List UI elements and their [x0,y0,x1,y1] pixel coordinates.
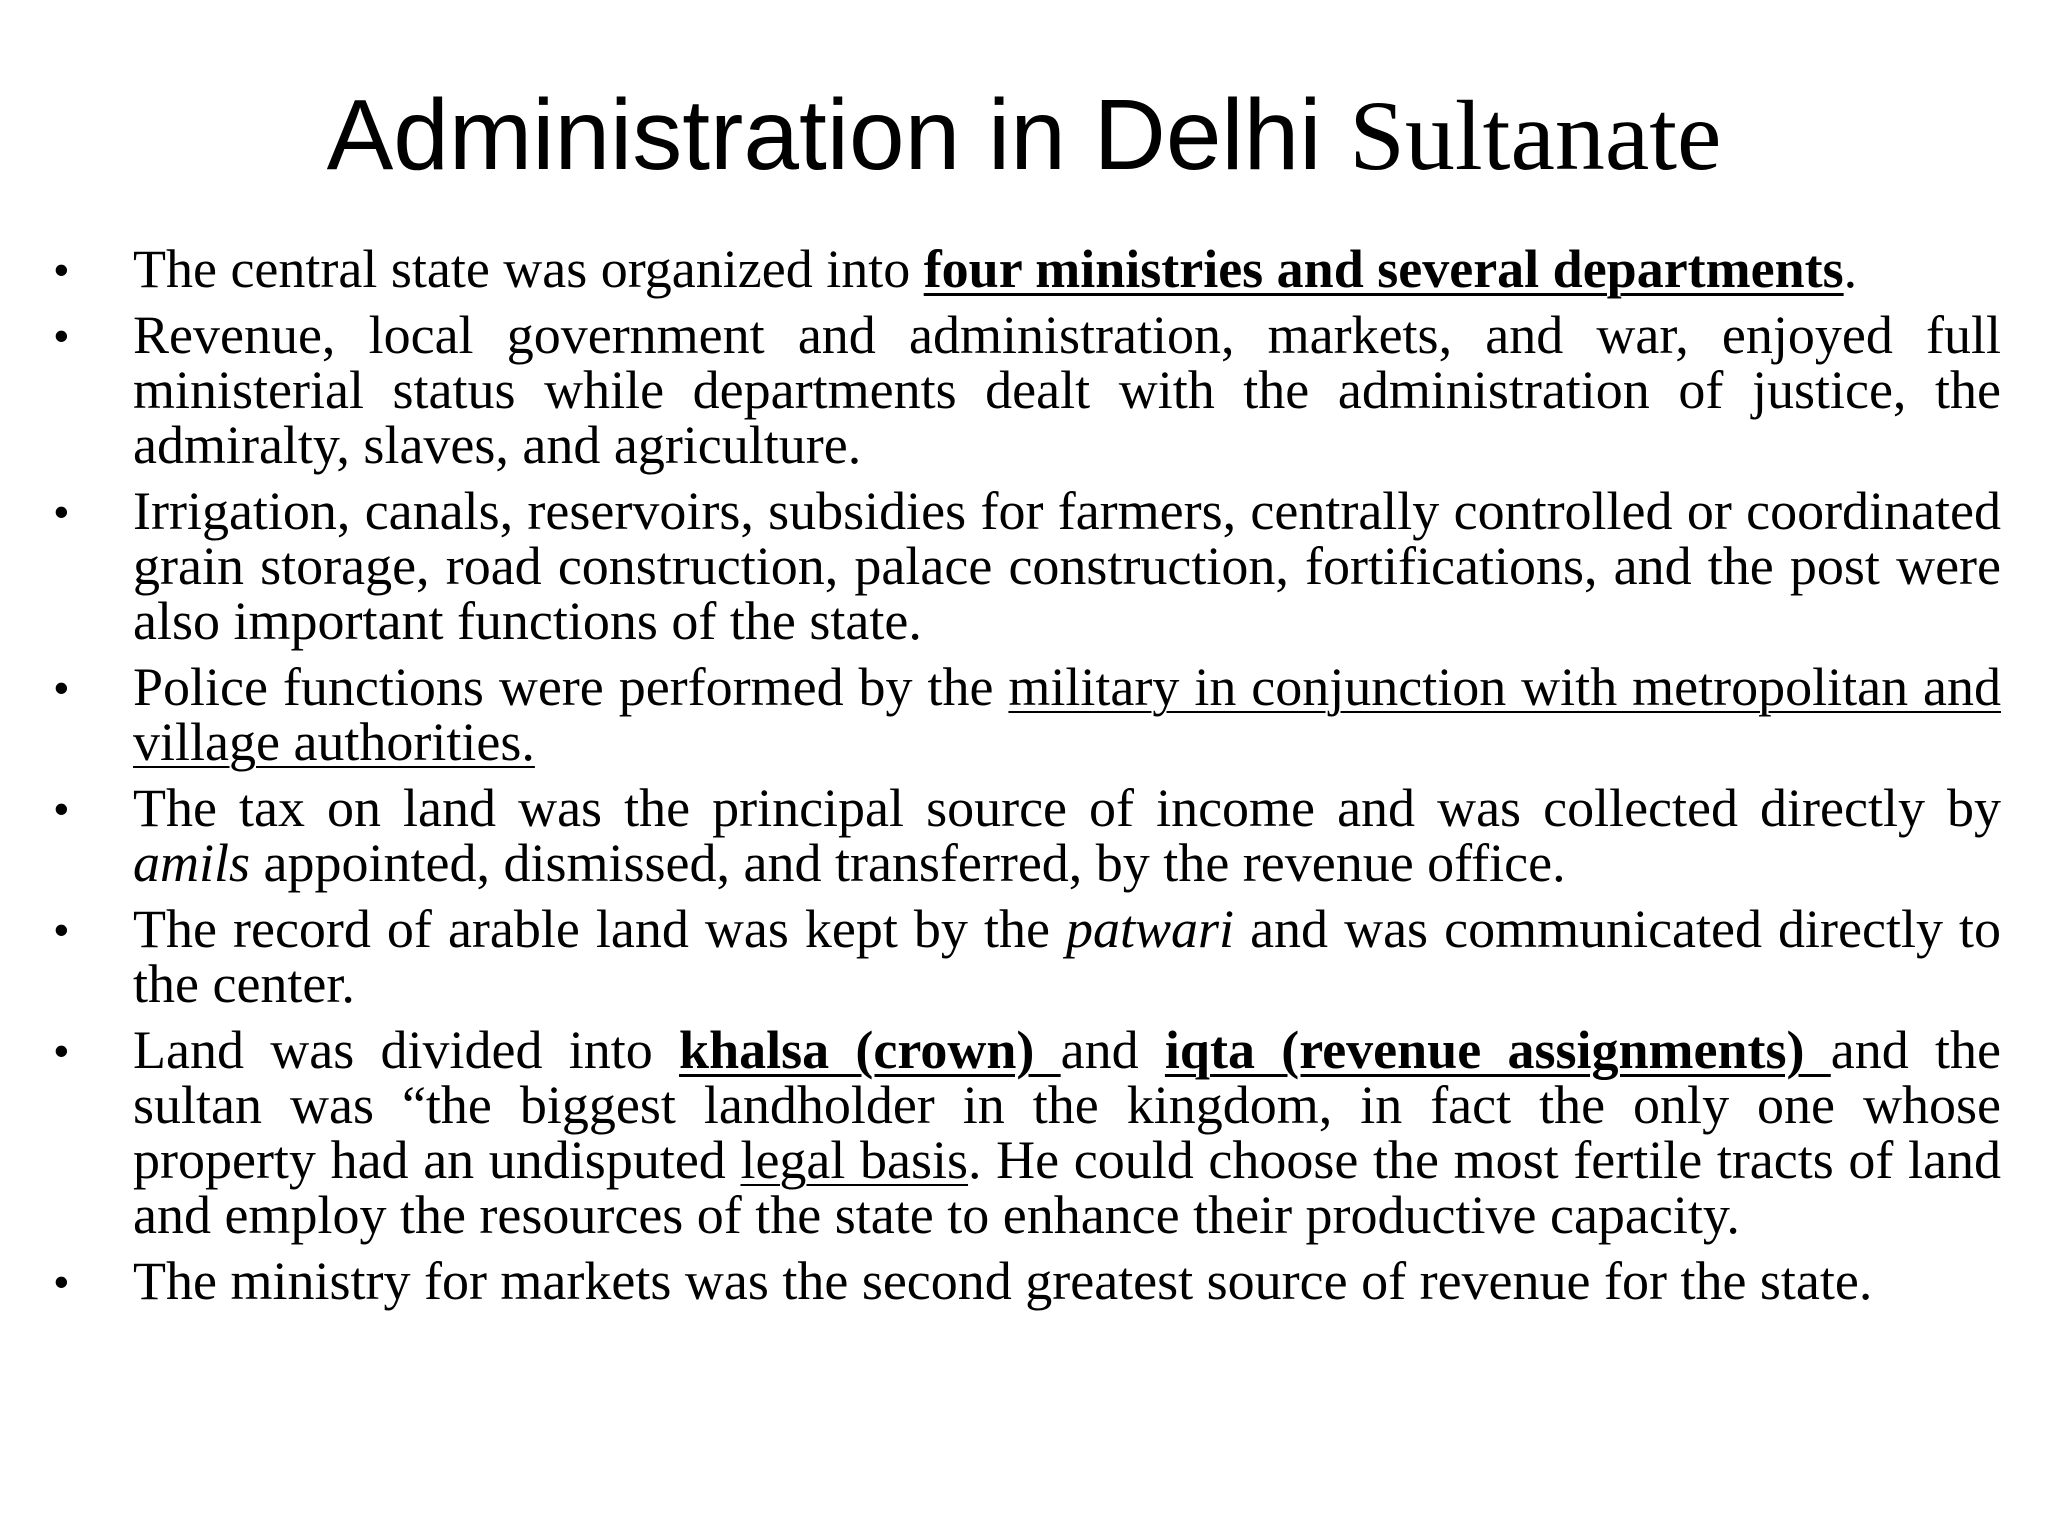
bullet-7-text-mid-1: and [1060,1020,1165,1080]
bullet-item-5 [0,778,2048,893]
bullet-marker: • [54,1027,69,1074]
bullet-item-8 [0,1251,2048,1311]
bullet-4-keyword: military in conjunction with metropolitan and village authorities. [133,657,2001,772]
bullet-marker: • [54,785,69,832]
bullet-1-text-end: . [1843,239,1858,299]
bullet-6-text-end: and was communicated directly to the center. [133,899,2001,1014]
bullet-5-text: The tax on land was the principal source of income and was collected directly by [133,778,2001,838]
bullet-1-text: The central state was organized into [133,239,924,299]
bullet-7-text-mid-2: and the sultan was “the biggest landholder in the kingdom, in fact the only one whose property had an undisputed [133,1020,2001,1190]
bullet-item-4 [0,657,2048,772]
bullet-marker: • [54,664,69,711]
bullet-5-text-end: appointed, dismissed, and transferred, by the revenue office. [250,833,1566,893]
slide-title [0,70,2048,201]
bullet-marker: • [54,906,69,953]
bullet-7-keyword-legal-basis: legal basis [740,1130,969,1190]
bullet-item-3 [0,481,2048,651]
slide-title-part-1: Administration in Delhi [326,79,1350,191]
bullet-item-6 [0,899,2048,1014]
bullet-7-text-end: . He could choose the most fertile tracts of land and employ the resources of the state to enhance their productive capacity. [133,1130,2001,1245]
bullet-6-keyword: patwari [1065,899,1235,959]
bullet-8-text: The ministry for markets was the second greatest source of revenue for the state. [133,1251,1873,1311]
bullet-list [0,239,2048,1320]
bullet-3-text: Irrigation, canals, reservoirs, subsidies for farmers, centrally controlled or coordinated grain storage, road construction, palace construction, fortifications, and the post were also important functions of the state. [133,481,2001,651]
bullet-marker: • [54,246,69,293]
bullet-item-1 [0,239,2048,299]
bullet-6-text: The record of arable land was kept by the [133,899,1066,959]
bullet-7-keyword-iqta: iqta (revenue assignments) [1164,1020,1831,1080]
bullet-marker: • [54,488,69,535]
bullet-1-keyword: four ministries and several departments [923,239,1844,299]
bullet-item-2 [0,305,2048,475]
bullet-7-keyword-khalsa: khalsa (crown) [679,1020,1061,1080]
bullet-item-7 [0,1020,2048,1245]
bullet-5-keyword: amils [133,833,251,893]
bullet-marker: • [54,1258,69,1305]
bullet-7-text: Land was divided into [133,1020,680,1080]
slide-title-part-2: Sultanate [1349,80,1722,191]
bullet-marker: • [54,312,69,359]
bullet-2-text: Revenue, local government and administration, markets, and war, enjoyed full ministerial status while departments dealt with the administration of justice, the admiralty, slaves, and agriculture. [133,305,2001,475]
bullet-4-text: Police functions were performed by the [133,657,1009,717]
